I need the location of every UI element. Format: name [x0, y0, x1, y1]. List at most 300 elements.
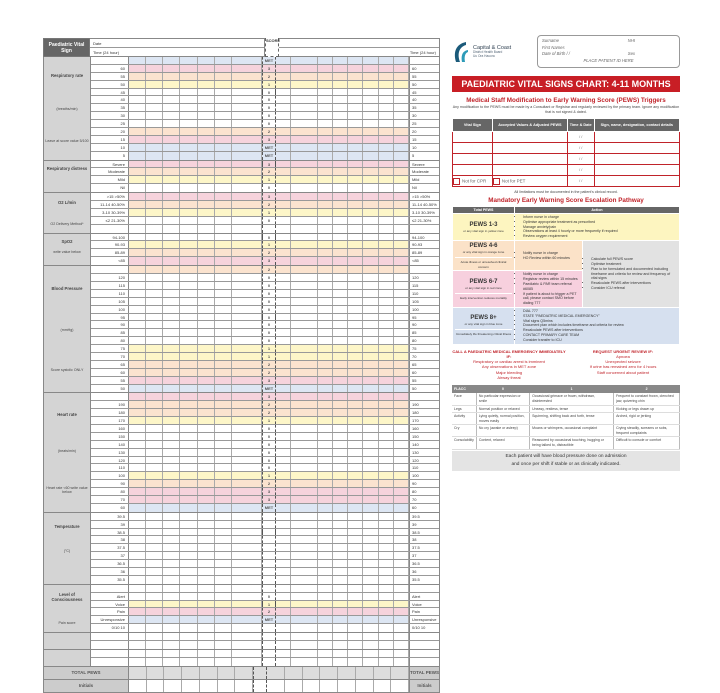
mod-cell[interactable]: [492, 143, 567, 154]
obs-cell[interactable]: [146, 521, 163, 528]
obs-cell[interactable]: [318, 409, 333, 416]
obs-cell[interactable]: [146, 633, 163, 640]
obs-cell[interactable]: [348, 650, 363, 657]
obs-cell[interactable]: [333, 529, 348, 536]
time-label[interactable]: Time (24 hour): [93, 50, 120, 55]
obs-cell[interactable]: [215, 488, 232, 495]
obs-cell[interactable]: [163, 504, 180, 512]
obs-cell[interactable]: [215, 576, 232, 584]
obs-cell[interactable]: [215, 266, 232, 273]
obs-cell[interactable]: [198, 337, 215, 344]
mod-cell[interactable]: [594, 132, 679, 143]
obs-cell[interactable]: [363, 73, 378, 80]
obs-cell[interactable]: [180, 449, 197, 456]
footer-cell[interactable]: [218, 680, 236, 692]
obs-cell[interactable]: [198, 282, 215, 289]
obs-cell[interactable]: [379, 544, 394, 551]
obs-cell[interactable]: [215, 345, 232, 352]
obs-cell[interactable]: [363, 161, 378, 168]
obs-cell[interactable]: [232, 57, 262, 64]
obs-cell[interactable]: [291, 521, 318, 528]
obs-cell[interactable]: [379, 282, 394, 289]
obs-cell[interactable]: [363, 529, 378, 536]
footer-cell[interactable]: [391, 667, 409, 679]
obs-cell[interactable]: [276, 81, 291, 88]
obs-cell[interactable]: [276, 314, 291, 321]
obs-cell[interactable]: [129, 290, 146, 297]
obs-cell[interactable]: [163, 209, 180, 216]
obs-cell[interactable]: [129, 616, 146, 623]
obs-cell[interactable]: [180, 104, 197, 111]
obs-cell[interactable]: [348, 266, 363, 273]
obs-cell[interactable]: [198, 96, 215, 103]
obs-cell[interactable]: [394, 152, 409, 160]
obs-cell[interactable]: [394, 560, 409, 567]
obs-cell[interactable]: [363, 441, 378, 448]
obs-cell[interactable]: [163, 329, 180, 336]
obs-cell[interactable]: [363, 585, 378, 592]
obs-cell[interactable]: [379, 641, 394, 649]
obs-cell[interactable]: [394, 241, 409, 248]
obs-cell[interactable]: [363, 496, 378, 503]
obs-cell[interactable]: [318, 209, 333, 216]
obs-cell[interactable]: [318, 128, 333, 135]
obs-cell[interactable]: [363, 225, 378, 233]
obs-cell[interactable]: [198, 488, 215, 495]
obs-cell[interactable]: [129, 306, 146, 313]
obs-cell[interactable]: [129, 650, 146, 657]
obs-cell[interactable]: [318, 393, 333, 400]
obs-cell[interactable]: [129, 504, 146, 512]
obs-cell[interactable]: [180, 616, 197, 623]
obs-cell[interactable]: [348, 217, 363, 224]
obs-cell[interactable]: [318, 184, 333, 192]
footer-cell[interactable]: [374, 667, 392, 679]
obs-cell[interactable]: [348, 361, 363, 368]
obs-cell[interactable]: [394, 496, 409, 503]
obs-cell[interactable]: [291, 128, 318, 135]
obs-cell[interactable]: [163, 433, 180, 440]
obs-cell[interactable]: [215, 217, 232, 224]
obs-cell[interactable]: [198, 504, 215, 512]
obs-cell[interactable]: [363, 513, 378, 520]
obs-cell[interactable]: [291, 168, 318, 175]
obs-cell[interactable]: [215, 417, 232, 424]
obs-cell[interactable]: [318, 257, 333, 265]
obs-cell[interactable]: [394, 353, 409, 360]
obs-cell[interactable]: [180, 393, 197, 400]
obs-cell[interactable]: [129, 568, 146, 575]
obs-cell[interactable]: [215, 152, 232, 160]
obs-cell[interactable]: [333, 457, 348, 464]
obs-cell[interactable]: [163, 409, 180, 416]
obs-cell[interactable]: [180, 425, 197, 432]
not-for-cpr[interactable]: [453, 176, 493, 187]
obs-cell[interactable]: [318, 641, 333, 649]
obs-cell[interactable]: [163, 401, 180, 408]
obs-cell[interactable]: [180, 576, 197, 584]
obs-cell[interactable]: [318, 441, 333, 448]
obs-cell[interactable]: [379, 513, 394, 520]
obs-cell[interactable]: [379, 193, 394, 200]
obs-cell[interactable]: [276, 73, 291, 80]
obs-cell[interactable]: [348, 616, 363, 623]
obs-cell[interactable]: [291, 193, 318, 200]
obs-cell[interactable]: [163, 161, 180, 168]
obs-cell[interactable]: [146, 257, 163, 265]
obs-cell[interactable]: [129, 633, 146, 640]
obs-cell[interactable]: [232, 193, 262, 200]
obs-cell[interactable]: [394, 425, 409, 432]
obs-cell[interactable]: [198, 480, 215, 487]
obs-cell[interactable]: [291, 393, 318, 400]
obs-cell[interactable]: [163, 601, 180, 608]
obs-cell[interactable]: [363, 298, 378, 305]
obs-cell[interactable]: [163, 353, 180, 360]
obs-cell[interactable]: [394, 345, 409, 352]
footer-cell[interactable]: [147, 680, 165, 692]
obs-cell[interactable]: [146, 184, 163, 192]
obs-cell[interactable]: [291, 217, 318, 224]
obs-cell[interactable]: [215, 104, 232, 111]
obs-cell[interactable]: [318, 585, 333, 592]
obs-cell[interactable]: [333, 314, 348, 321]
obs-cell[interactable]: [333, 552, 348, 559]
obs-cell[interactable]: [129, 441, 146, 448]
obs-cell[interactable]: [276, 329, 291, 336]
obs-cell[interactable]: [198, 306, 215, 313]
obs-cell[interactable]: [198, 168, 215, 175]
obs-cell[interactable]: [215, 73, 232, 80]
obs-cell[interactable]: [379, 209, 394, 216]
footer-cell[interactable]: [267, 667, 285, 679]
obs-cell[interactable]: [276, 266, 291, 273]
obs-cell[interactable]: [348, 393, 363, 400]
obs-cell[interactable]: [363, 616, 378, 623]
obs-cell[interactable]: [276, 176, 291, 183]
obs-cell[interactable]: [348, 73, 363, 80]
obs-cell[interactable]: [232, 112, 262, 119]
obs-cell[interactable]: [379, 161, 394, 168]
obs-cell[interactable]: [291, 353, 318, 360]
obs-cell[interactable]: [180, 266, 197, 273]
obs-cell[interactable]: [363, 321, 378, 328]
obs-cell[interactable]: [394, 568, 409, 575]
obs-cell[interactable]: [215, 441, 232, 448]
right-time-label[interactable]: Time (24 hour): [409, 50, 436, 55]
obs-cell[interactable]: [291, 513, 318, 520]
obs-cell[interactable]: [215, 136, 232, 143]
obs-cell[interactable]: [180, 184, 197, 192]
obs-cell[interactable]: [291, 560, 318, 567]
obs-cell[interactable]: [198, 120, 215, 127]
obs-cell[interactable]: [163, 184, 180, 192]
obs-cell[interactable]: [232, 306, 262, 313]
obs-cell[interactable]: [291, 650, 318, 657]
obs-cell[interactable]: [348, 576, 363, 584]
obs-cell[interactable]: [394, 544, 409, 551]
mod-date[interactable]: / /: [567, 143, 594, 154]
obs-cell[interactable]: [363, 393, 378, 400]
obs-cell[interactable]: [129, 298, 146, 305]
obs-cell[interactable]: [348, 544, 363, 551]
obs-cell[interactable]: [146, 401, 163, 408]
obs-cell[interactable]: [394, 433, 409, 440]
obs-cell[interactable]: [146, 464, 163, 471]
obs-cell[interactable]: [318, 225, 333, 233]
obs-cell[interactable]: [291, 144, 318, 151]
obs-cell[interactable]: [215, 529, 232, 536]
obs-cell[interactable]: [379, 314, 394, 321]
obs-cell[interactable]: [333, 120, 348, 127]
obs-cell[interactable]: [363, 104, 378, 111]
obs-cell[interactable]: [291, 65, 318, 72]
obs-cell[interactable]: [232, 321, 262, 328]
footer-cell[interactable]: [129, 667, 147, 679]
obs-cell[interactable]: [318, 193, 333, 200]
obs-cell[interactable]: [333, 441, 348, 448]
obs-cell[interactable]: [129, 624, 146, 632]
obs-cell[interactable]: [379, 184, 394, 192]
obs-cell[interactable]: [318, 274, 333, 281]
obs-cell[interactable]: [333, 257, 348, 265]
obs-cell[interactable]: [180, 209, 197, 216]
obs-cell[interactable]: [198, 585, 215, 592]
obs-cell[interactable]: [379, 353, 394, 360]
obs-cell[interactable]: [394, 234, 409, 241]
obs-cell[interactable]: [348, 417, 363, 424]
footer-cell[interactable]: [285, 667, 303, 679]
obs-cell[interactable]: [318, 329, 333, 336]
obs-cell[interactable]: [318, 616, 333, 623]
obs-cell[interactable]: [232, 417, 262, 424]
obs-cell[interactable]: [394, 417, 409, 424]
obs-cell[interactable]: [276, 633, 291, 640]
obs-cell[interactable]: [276, 298, 291, 305]
obs-cell[interactable]: [232, 449, 262, 456]
obs-cell[interactable]: [232, 282, 262, 289]
obs-cell[interactable]: [232, 393, 262, 400]
obs-cell[interactable]: [394, 81, 409, 88]
obs-cell[interactable]: [348, 560, 363, 567]
obs-cell[interactable]: [379, 529, 394, 536]
obs-cell[interactable]: [163, 650, 180, 657]
obs-cell[interactable]: [333, 136, 348, 143]
obs-cell[interactable]: [146, 217, 163, 224]
obs-cell[interactable]: [333, 57, 348, 64]
obs-cell[interactable]: [198, 57, 215, 64]
obs-cell[interactable]: [318, 241, 333, 248]
obs-cell[interactable]: [276, 96, 291, 103]
obs-cell[interactable]: [198, 89, 215, 96]
obs-cell[interactable]: [363, 329, 378, 336]
obs-cell[interactable]: [394, 257, 409, 265]
obs-cell[interactable]: [394, 608, 409, 615]
obs-cell[interactable]: [215, 112, 232, 119]
obs-cell[interactable]: [180, 361, 197, 368]
obs-cell[interactable]: [394, 136, 409, 143]
obs-cell[interactable]: [129, 314, 146, 321]
obs-cell[interactable]: [146, 321, 163, 328]
obs-cell[interactable]: [215, 464, 232, 471]
obs-cell[interactable]: [276, 290, 291, 297]
obs-cell[interactable]: [180, 650, 197, 657]
obs-cell[interactable]: [379, 457, 394, 464]
obs-cell[interactable]: [129, 377, 146, 384]
obs-cell[interactable]: [129, 241, 146, 248]
obs-cell[interactable]: [363, 504, 378, 512]
obs-cell[interactable]: [333, 168, 348, 175]
obs-cell[interactable]: [163, 168, 180, 175]
obs-cell[interactable]: [146, 417, 163, 424]
obs-cell[interactable]: [333, 536, 348, 543]
obs-cell[interactable]: [146, 128, 163, 135]
obs-cell[interactable]: [348, 449, 363, 456]
obs-cell[interactable]: [276, 568, 291, 575]
obs-cell[interactable]: [146, 641, 163, 649]
not-for-pet[interactable]: [492, 176, 567, 187]
obs-cell[interactable]: [163, 57, 180, 64]
obs-cell[interactable]: [379, 409, 394, 416]
obs-cell[interactable]: [318, 361, 333, 368]
obs-cell[interactable]: [129, 658, 146, 666]
obs-cell[interactable]: [215, 641, 232, 649]
obs-cell[interactable]: [198, 544, 215, 551]
obs-cell[interactable]: [348, 201, 363, 208]
obs-cell[interactable]: [291, 608, 318, 615]
obs-cell[interactable]: [163, 314, 180, 321]
obs-cell[interactable]: [180, 65, 197, 72]
obs-cell[interactable]: [198, 184, 215, 192]
obs-cell[interactable]: [232, 472, 262, 479]
obs-cell[interactable]: [379, 274, 394, 281]
obs-cell[interactable]: [198, 472, 215, 479]
obs-cell[interactable]: [363, 274, 378, 281]
obs-cell[interactable]: [318, 552, 333, 559]
obs-cell[interactable]: [363, 176, 378, 183]
first-names-field[interactable]: First Names: [542, 44, 565, 50]
obs-cell[interactable]: [379, 266, 394, 273]
obs-cell[interactable]: [146, 282, 163, 289]
obs-cell[interactable]: [129, 449, 146, 456]
footer-cell[interactable]: [200, 680, 218, 692]
obs-cell[interactable]: [333, 513, 348, 520]
obs-cell[interactable]: [163, 568, 180, 575]
obs-cell[interactable]: [198, 361, 215, 368]
obs-cell[interactable]: [163, 120, 180, 127]
obs-cell[interactable]: [129, 128, 146, 135]
obs-cell[interactable]: [129, 234, 146, 241]
obs-cell[interactable]: [348, 601, 363, 608]
obs-cell[interactable]: [198, 529, 215, 536]
obs-cell[interactable]: [276, 457, 291, 464]
obs-cell[interactable]: [348, 282, 363, 289]
obs-cell[interactable]: [379, 361, 394, 368]
obs-cell[interactable]: [333, 234, 348, 241]
obs-cell[interactable]: [198, 650, 215, 657]
obs-cell[interactable]: [215, 513, 232, 520]
obs-cell[interactable]: [146, 552, 163, 559]
obs-cell[interactable]: [215, 249, 232, 256]
obs-cell[interactable]: [180, 385, 197, 393]
obs-cell[interactable]: [348, 385, 363, 393]
footer-cell[interactable]: [338, 680, 356, 692]
obs-cell[interactable]: [215, 449, 232, 456]
obs-cell[interactable]: [215, 176, 232, 183]
obs-cell[interactable]: [348, 290, 363, 297]
obs-cell[interactable]: [348, 521, 363, 528]
obs-cell[interactable]: [363, 201, 378, 208]
obs-cell[interactable]: [379, 176, 394, 183]
obs-cell[interactable]: [276, 641, 291, 649]
obs-cell[interactable]: [348, 184, 363, 192]
obs-cell[interactable]: [318, 650, 333, 657]
obs-cell[interactable]: [318, 321, 333, 328]
obs-cell[interactable]: [146, 650, 163, 657]
obs-cell[interactable]: [379, 377, 394, 384]
obs-cell[interactable]: [291, 616, 318, 623]
obs-cell[interactable]: [379, 217, 394, 224]
obs-cell[interactable]: [318, 282, 333, 289]
obs-cell[interactable]: [363, 353, 378, 360]
obs-cell[interactable]: [232, 576, 262, 584]
obs-cell[interactable]: [348, 120, 363, 127]
obs-cell[interactable]: [232, 616, 262, 623]
mod-date[interactable]: / /: [567, 132, 594, 143]
obs-cell[interactable]: [276, 504, 291, 512]
obs-cell[interactable]: [215, 274, 232, 281]
obs-cell[interactable]: [394, 377, 409, 384]
obs-cell[interactable]: [291, 73, 318, 80]
obs-cell[interactable]: [232, 225, 262, 233]
obs-cell[interactable]: [379, 401, 394, 408]
obs-cell[interactable]: [215, 544, 232, 551]
obs-cell[interactable]: [379, 112, 394, 119]
obs-cell[interactable]: [363, 128, 378, 135]
obs-cell[interactable]: [318, 234, 333, 241]
obs-cell[interactable]: [163, 457, 180, 464]
obs-cell[interactable]: [394, 385, 409, 393]
obs-cell[interactable]: [291, 552, 318, 559]
obs-cell[interactable]: [363, 209, 378, 216]
obs-cell[interactable]: [215, 290, 232, 297]
obs-cell[interactable]: [180, 234, 197, 241]
obs-cell[interactable]: [291, 257, 318, 265]
obs-cell[interactable]: [163, 593, 180, 600]
obs-cell[interactable]: [232, 433, 262, 440]
obs-cell[interactable]: [215, 353, 232, 360]
obs-cell[interactable]: [129, 249, 146, 256]
obs-cell[interactable]: [180, 217, 197, 224]
surname-field[interactable]: Surname: [542, 38, 559, 43]
obs-cell[interactable]: [318, 152, 333, 160]
obs-cell[interactable]: [333, 624, 348, 632]
obs-cell[interactable]: [318, 513, 333, 520]
obs-cell[interactable]: [180, 480, 197, 487]
obs-cell[interactable]: [291, 321, 318, 328]
footer-cell[interactable]: [391, 680, 409, 692]
obs-cell[interactable]: [291, 544, 318, 551]
obs-cell[interactable]: [318, 89, 333, 96]
obs-cell[interactable]: [129, 193, 146, 200]
obs-cell[interactable]: [363, 385, 378, 393]
footer-cell[interactable]: [147, 667, 165, 679]
obs-cell[interactable]: [318, 249, 333, 256]
obs-cell[interactable]: [333, 176, 348, 183]
obs-cell[interactable]: [215, 337, 232, 344]
obs-cell[interactable]: [394, 504, 409, 512]
obs-cell[interactable]: [198, 193, 215, 200]
